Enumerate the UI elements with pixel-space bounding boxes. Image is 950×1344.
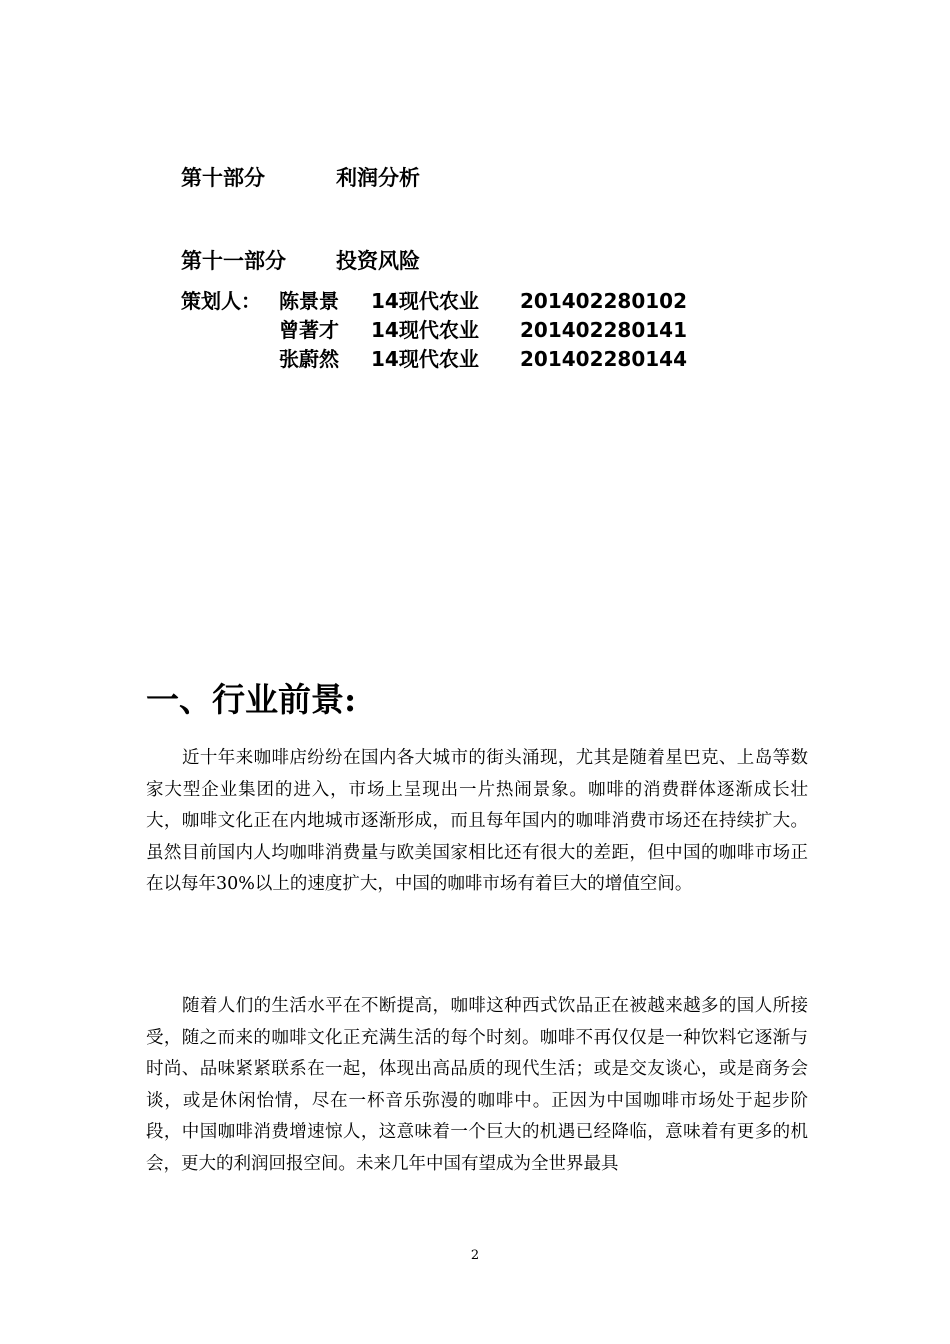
planner-label: 策划人： <box>181 289 261 313</box>
body-paragraph: 随着人们的生活水平在不断提高，咖啡这种西式饮品正在被越来越多的国人所接受，随之而来的咖啡文化正充满生活的每个时刻。咖啡不再仅仅是一种饮料它逐渐与时尚、品味紧紧联系在一起，体现出高品质的现代生活；或是交友谈心，或是商务会谈，或是休闲怡情，尽在一杯音乐弥漫的咖啡中。正因为中国咖啡市场处于起步阶段，中国咖啡消费增速惊人，这意味着一个巨大的机遇已经降临，意味着有更多的机会，更大的利润回报空间。未来几年中国有望成为全世界最具 <box>146 996 808 1174</box>
planner-major: 14现代农业 <box>371 347 479 371</box>
page-number: 2 <box>470 1248 480 1263</box>
planner-major: 14现代农业 <box>371 289 479 313</box>
planner-name: 张蔚然 <box>279 347 339 371</box>
planner-student-id: 201402280144 <box>520 347 687 371</box>
planner-name: 陈景景 <box>279 289 339 313</box>
body-paragraph: 近十年来咖啡店纷纷在国内各大城市的街头涌现，尤其是随着星巴克、上岛等数家大型企业集团的进入，市场上呈现出一片热闹景象。咖啡的消费群体逐渐成长壮大，咖啡文化正在内地城市逐渐形成，而且每年国内的咖啡消费市场还在持续扩大。虽然目前国内人均咖啡消费量与欧美国家相比还有很大的差距，但中国的咖啡市场正在以每年30%以上的速度扩大，中国的咖啡市场有着巨大的增值空间。 <box>146 748 808 894</box>
section-heading: 一、行业前景: <box>146 680 357 719</box>
toc-part-label: 第十一部分 <box>181 249 286 273</box>
planner-row <box>0 316 950 344</box>
planner-row <box>0 345 950 373</box>
planner-student-id: 201402280141 <box>520 318 687 342</box>
planner-name: 曾著才 <box>279 318 339 342</box>
toc-item-part-10 <box>181 164 420 192</box>
planner-major: 14现代农业 <box>371 318 479 342</box>
planner-student-id: 201402280102 <box>520 289 687 313</box>
toc-item-part-11 <box>181 247 420 275</box>
toc-part-title: 利润分析 <box>336 166 420 190</box>
toc-part-title: 投资风险 <box>336 249 420 273</box>
planner-row <box>0 287 950 315</box>
toc-part-label: 第十部分 <box>181 166 265 190</box>
